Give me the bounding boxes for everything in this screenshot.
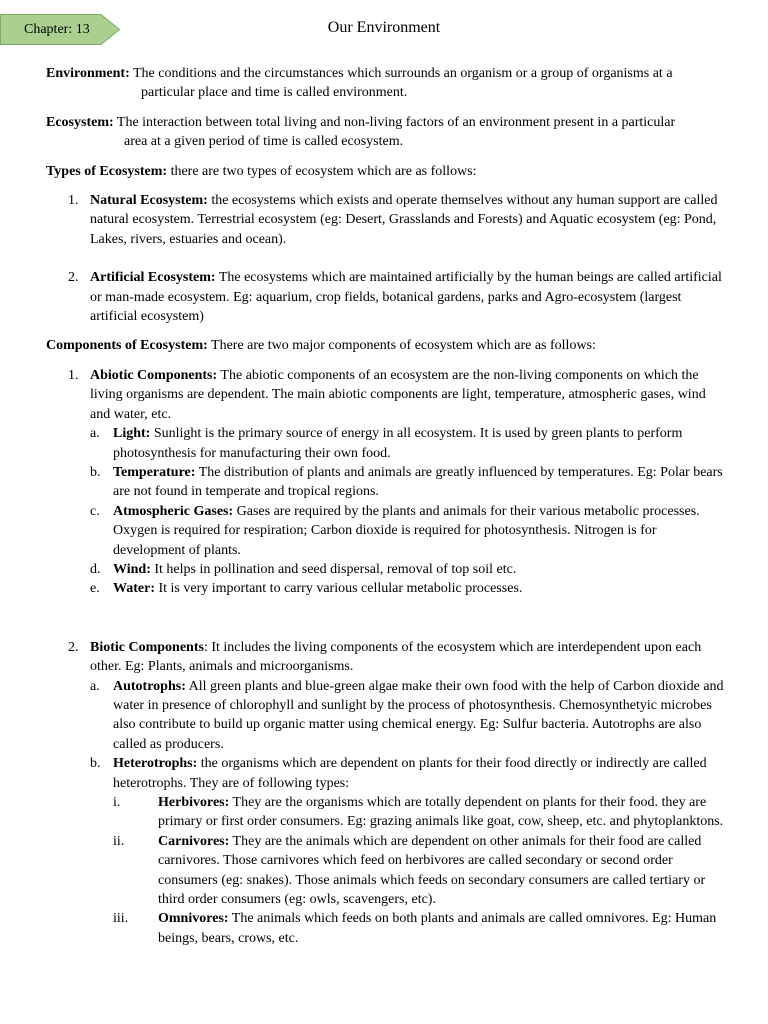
list-roman: i.	[113, 795, 121, 810]
ecosystem-text-2: area at a given period of time is called ecosystem.	[124, 134, 404, 150]
biotic-item-heterotrophs	[90, 754, 726, 793]
abiotic-text: The abiotic components of an ecosystem are the non-living components on which the living organisms are dependent. The main abiotic components are light, temperature, atmospheric gases, wind and water, etc.	[90, 367, 706, 422]
ecosystem-term: Ecosystem:	[46, 114, 114, 130]
types-heading	[46, 162, 726, 181]
gases-term: Atmospheric Gases:	[113, 503, 234, 519]
abiotic-item-light	[90, 424, 726, 463]
omnivores-term: Omnivores:	[158, 911, 229, 927]
heterotrophs-term: Heterotrophs:	[113, 756, 198, 772]
environment-text-1: The conditions and the circumstances which surrounds an organism or a group of organisms at a	[133, 66, 673, 81]
ecosystem-definition	[46, 113, 726, 152]
heterotrophs-text: the organisms which are dependent on plants for their food directly or indirectly are called heterotrophs. They are of following types:	[113, 756, 707, 791]
omnivores-text: The animals which feeds on both plants and animals are called omnivores. Eg: Human beings, bears, crows, etc.	[158, 911, 717, 946]
carnivores-term: Carnivores:	[158, 833, 230, 849]
chapter-tag: Chapter: 13	[24, 22, 90, 37]
list-number: 1.	[68, 193, 79, 209]
wind-term: Wind:	[113, 561, 151, 577]
environment-text-2: particular place and time is called environment.	[141, 85, 408, 101]
abiotic-item-gases	[90, 502, 726, 560]
list-item-artificial	[68, 268, 726, 326]
artificial-term: Artificial Ecosystem:	[90, 270, 216, 286]
list-roman: iii.	[113, 911, 129, 927]
temperature-term: Temperature:	[113, 464, 196, 480]
components-term: Components of Ecosystem:	[46, 338, 208, 354]
list-item-abiotic	[68, 366, 726, 424]
list-item-natural	[68, 191, 726, 249]
list-letter: b.	[90, 756, 101, 772]
light-text: Sunlight is the primary source of energy in all ecosystem. It is used by green plants to perform photosynthesis for manufacturing their own food.	[113, 426, 683, 461]
page-title: Our Environment	[327, 19, 441, 36]
artificial-text: The ecosystems which are maintained artificially by the human beings are called artificial or man-made ecosystem. Eg: aquarium, crop fields, botanical gardens, parks and Agro-ecosystem (largest artificial ecosystem)	[90, 270, 722, 325]
temperature-text: The distribution of plants and animals are greatly influenced by temperatures. Eg: Polar bears are not found in temperate and tropical regions.	[113, 464, 723, 500]
list-number: 2.	[68, 270, 79, 286]
environment-definition	[46, 64, 726, 103]
types-term: Types of Ecosystem:	[46, 163, 168, 179]
types-text: there are two types of ecosystem which are as follows:	[170, 163, 477, 179]
heterotroph-type-omnivores	[113, 909, 726, 948]
biotic-item-autotrophs	[90, 677, 726, 755]
components-text: There are two major components of ecosystem which are as follows:	[211, 338, 596, 354]
herbivores-term: Herbivores:	[158, 795, 230, 810]
abiotic-item-temperature	[90, 463, 726, 502]
abiotic-item-water	[90, 579, 726, 598]
gases-text: Gases are required by the plants and animals for their various metabolic processes. Oxygen is required for respiration; Carbon dioxide is required for photosynthesis. Nitrogen is for development of plants.	[113, 503, 700, 558]
heterotroph-type-carnivores	[113, 832, 726, 910]
list-roman: ii.	[113, 833, 125, 849]
wind-text: It helps in pollination and seed dispersal, removal of top soil etc.	[154, 561, 517, 577]
water-text: It is very important to carry various cellular metabolic processes.	[158, 581, 523, 597]
list-number: 2.	[68, 639, 79, 655]
herbivores-text: They are the organisms which are totally dependent on plants for their food. they are primary or first order consumers. Eg: grazing animals like goat, cow, sheep, etc. and phytoplanktons.	[158, 795, 724, 830]
heterotroph-type-herbivores	[113, 793, 726, 832]
document-body	[46, 64, 726, 948]
components-heading	[46, 336, 726, 355]
ecosystem-text-1: The interaction between total living and non-living factors of an environment present in a particular	[116, 114, 676, 130]
list-letter: b.	[90, 464, 101, 480]
natural-text: the ecosystems which exists and operate themselves without any human support are called natural ecosystem. Terrestrial ecosystem (eg: Desert, Grasslands and Forests) and Aquatic ecosystem (eg: Pond, Lakes, rivers, estuaries and ocean).	[90, 193, 718, 247]
list-letter: a.	[90, 678, 100, 694]
light-term: Light:	[113, 426, 151, 442]
list-item-biotic	[68, 638, 726, 677]
carnivores-text: They are the animals which are dependent on other animals for their food are called carnivores. Those carnivores which feed on herbivores are called secondary or second order consumers (eg: snakes). Those animals which feeds on secondary consumers are called tertiary or third order consumers (eg: owls, scavengers, etc).	[158, 833, 706, 908]
abiotic-term: Abiotic Components:	[90, 367, 218, 383]
list-number: 1.	[68, 367, 79, 383]
list-letter: e.	[90, 581, 100, 597]
biotic-term: Biotic Components	[90, 639, 204, 655]
list-letter: c.	[90, 503, 100, 519]
autotrophs-text: All green plants and blue-green algae make their own food with the help of Carbon dioxide and water in presence of chlorophyll and sunlight by the process of photosynthesis. Chemosynthetyic microbes also contribute to build up organic matter using chemical energy. Eg: Sulfur bacteria. Autotrophs are also called as producers.	[113, 678, 724, 752]
natural-term: Natural Ecosystem:	[90, 193, 208, 209]
water-term: Water:	[113, 581, 155, 597]
list-letter: a.	[90, 426, 100, 442]
environment-term: Environment:	[46, 66, 130, 81]
autotrophs-term: Autotrophs:	[113, 678, 186, 694]
biotic-text: : It includes the living components of the ecosystem which are interdependent upon each other. Eg: Plants, animals and microorganisms.	[90, 639, 702, 675]
list-letter: d.	[90, 561, 101, 577]
abiotic-item-wind	[90, 560, 726, 579]
